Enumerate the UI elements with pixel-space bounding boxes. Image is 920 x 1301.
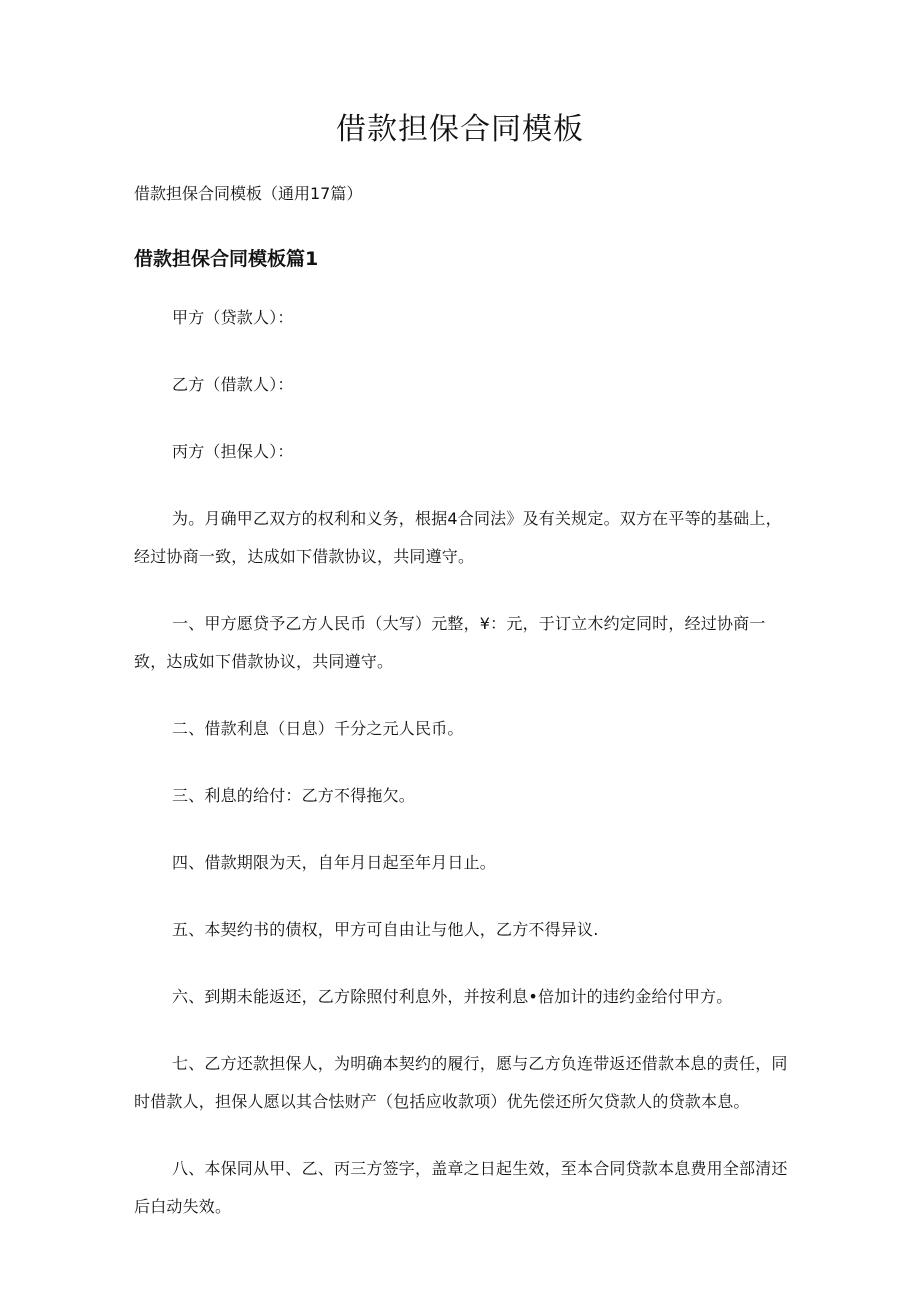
section-heading: 借款担保合同模板篇1 (134, 248, 319, 270)
clause-5: 五、本契约书的债权，甲方可自由让与他人，乙方不得异议. (172, 920, 599, 939)
document-title: 借款担保合同模板 (336, 112, 584, 147)
party-c-line: 丙方（担保人）： (172, 442, 294, 461)
clause-8: 八、本保同从甲、乙、丙三方签字，盖章之日起生效，至本合同贷款本息费用全部清还后白动失效。 (134, 1159, 788, 1216)
document-subtitle: 借款担保合同模板（通用17篇） (134, 184, 363, 203)
clause-2: 二、借款利息（日息）千分之元人民币。 (172, 719, 464, 738)
party-a-line: 甲方（贷款人）： (172, 308, 294, 327)
party-b-line: 乙方（借款人）： (172, 375, 294, 394)
clause-6: 六、到期未能返还，乙方除照付利息外，并按利息•倍加计的违约金给付甲方。 (172, 987, 733, 1006)
document-body (134, 299, 794, 1255)
clause-7: 七、乙方还款担保人，为明确本契约的履行，愿与乙方负连带返还借款本息的责任，同时借款人，担保人愿以其合怯财产（包括应收款项）优先偿还所欠贷款人的贷款本息。 (134, 1054, 788, 1111)
clause-4: 四、借款期限为天，自年月日起至年月日止。 (172, 853, 497, 872)
clause-1: 一、甲方愿贷予乙方人民币（大写）元整，¥：元，于订立木约定同时，经过协商一致，达成如下借款协议，共同遵守。 (134, 614, 766, 671)
preamble-paragraph: 为。月确甲乙双方的权利和义务，根据4合同法》及有关规定。双方在平等的基础上，经过协商一致，达成如下借款协议，共同遵守。 (134, 509, 782, 566)
clause-3: 三、利息的给付：乙方不得拖欠。 (172, 786, 416, 805)
